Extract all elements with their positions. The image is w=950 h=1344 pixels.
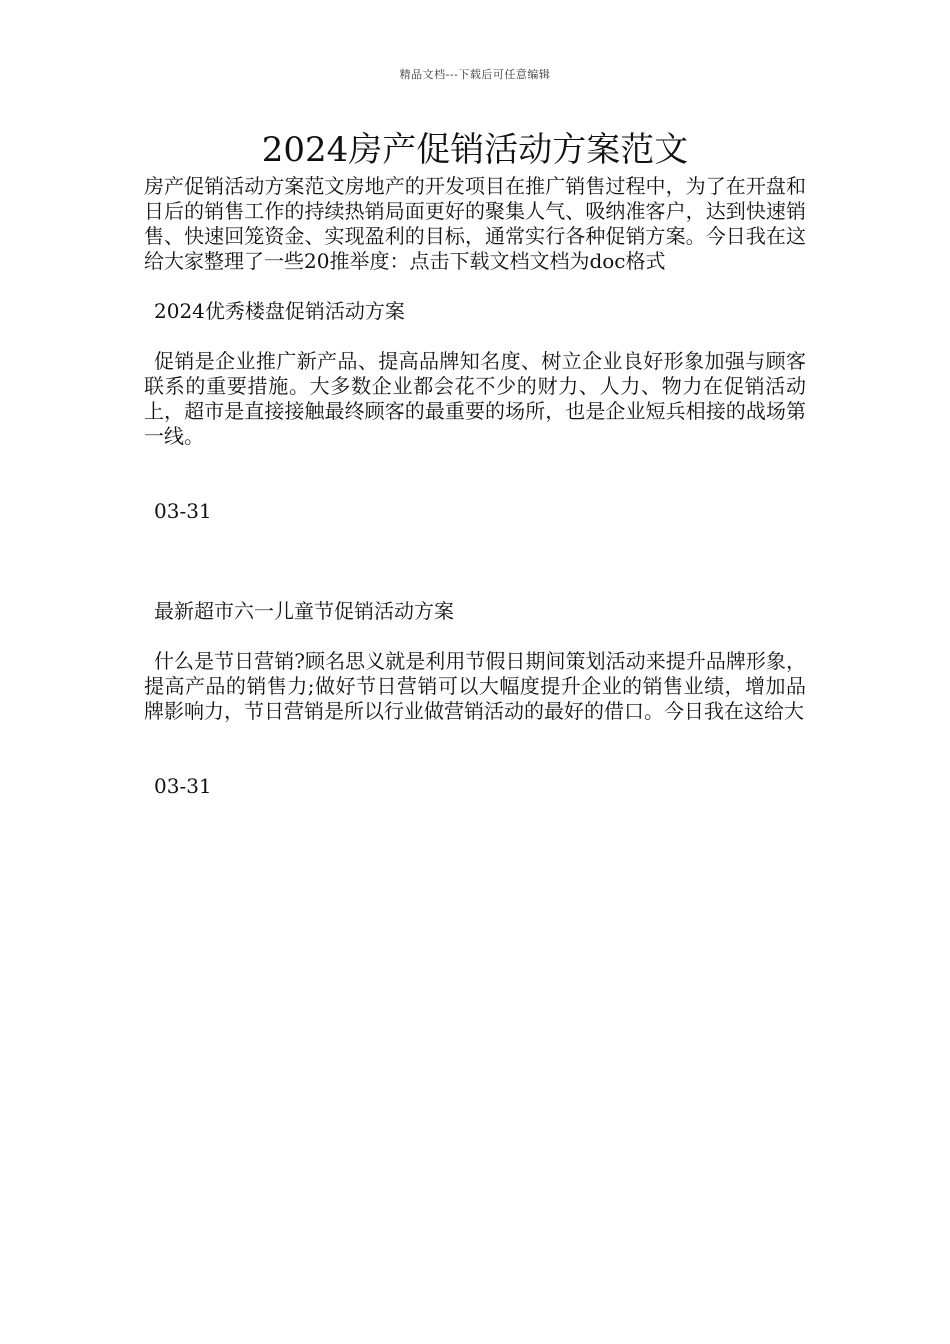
spacer xyxy=(144,274,806,299)
section-heading: 最新超市六一儿童节促销活动方案 xyxy=(154,599,454,623)
spacer xyxy=(144,724,806,774)
section-body: 促销是企业推广新产品、提高品牌知名度、树立企业良好形象加强与顾客联系的重要措施。大多数企业都会花不少的财力、人力、物力在促销活动上，超市是直接接触最终顾客的最重要的场所，也是企业短兵相接的战场第一线。 xyxy=(144,349,806,448)
spacer xyxy=(144,324,806,349)
document-body xyxy=(144,174,806,799)
spacer xyxy=(144,624,806,649)
section-date: 03-31 xyxy=(154,774,212,798)
section-body: 什么是节日营销?顾名思义就是利用节假日期间策划活动来提升品牌形象，提高产品的销售力;做好节日营销可以大幅度提升企业的销售业绩，增加品牌影响力，节日营销是所以行业做营销活动的最好的借口。今日我在这给大 xyxy=(144,649,806,723)
header-note: 精品文档---下载后可任意编辑 xyxy=(399,68,551,81)
spacer xyxy=(144,524,806,599)
spacer xyxy=(144,449,806,499)
document-title: 2024房产促销活动方案范文 xyxy=(261,130,689,170)
intro-paragraph: 房产促销活动方案范文房地产的开发项目在推广销售过程中，为了在开盘和日后的销售工作的持续热销局面更好的聚集人气、吸纳准客户，达到快速销售、快速回笼资金、实现盈利的目标，通常实行各种促销方案。今日我在这给大家整理了一些20推举度：点击下载文档文档为doc格式 xyxy=(144,174,806,273)
section-heading: 2024优秀楼盘促销活动方案 xyxy=(154,299,405,323)
section-date: 03-31 xyxy=(154,499,212,523)
